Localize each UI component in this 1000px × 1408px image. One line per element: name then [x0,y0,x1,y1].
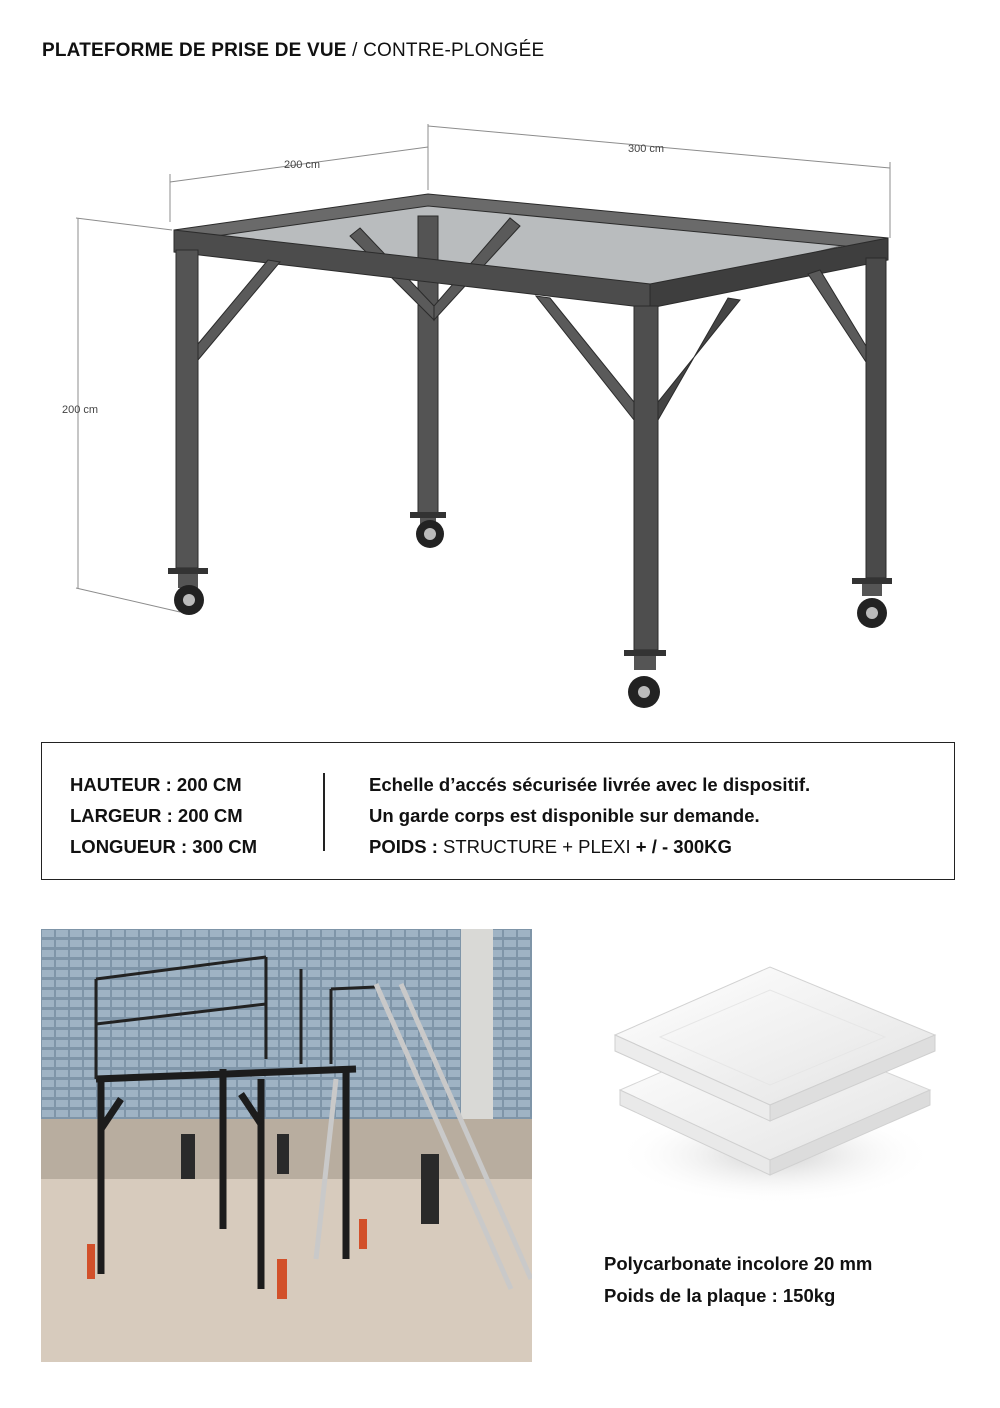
brace [658,298,740,420]
spec-guardrail-note: Un garde corps est disponible sur demande. [369,805,760,826]
spec-box [41,742,955,880]
title-sep: / [346,40,364,61]
caster-wheel-icon [168,568,208,615]
leg-front [634,306,658,650]
spec-hauteur: HAUTEUR : 200 CM [70,774,242,795]
page-title [42,40,544,62]
caster-wheel-icon [624,650,666,708]
dim-label-width: 200 cm [284,159,321,171]
brace [198,260,280,360]
spec-largeur: LARGEUR : 200 CM [70,805,243,826]
spec-longueur: LONGUEUR : 300 CM [70,836,258,857]
spec-weight [369,831,810,862]
weight-items: STRUCTURE + PLEXI [437,836,636,857]
spec-ladder-note: Echelle d’accés sécurisée livrée avec le dispositif. [369,774,811,795]
photo-scene [41,929,532,1362]
platform-photo [41,929,532,1362]
plexi-weight: Poids de la plaque : 150kg [604,1285,836,1306]
divider [323,773,325,851]
leg-left [176,250,198,568]
dim-label-length: 300 cm [628,143,665,155]
weight-label: POIDS : [369,836,438,857]
leg-right [866,258,886,578]
spec-dimensions [70,769,257,862]
plexi-material: Polycarbonate incolore 20 mm [604,1253,873,1274]
polycarbonate-sheet-illustration [600,955,950,1205]
platform-frame-diagram [40,110,940,730]
brace [536,296,634,420]
title-light: CONTRE-PLONGÉE [363,40,545,61]
caster-wheel-icon [410,512,446,548]
dim-label-height: 200 cm [62,404,99,416]
brace [808,270,866,362]
caster-wheel-icon [852,578,892,628]
title-bold: PLATEFORME DE PRISE DE VUE [42,40,347,61]
plexi-caption [604,1248,872,1312]
weight-value: + / - 300KG [635,836,732,857]
spec-notes [369,769,810,862]
